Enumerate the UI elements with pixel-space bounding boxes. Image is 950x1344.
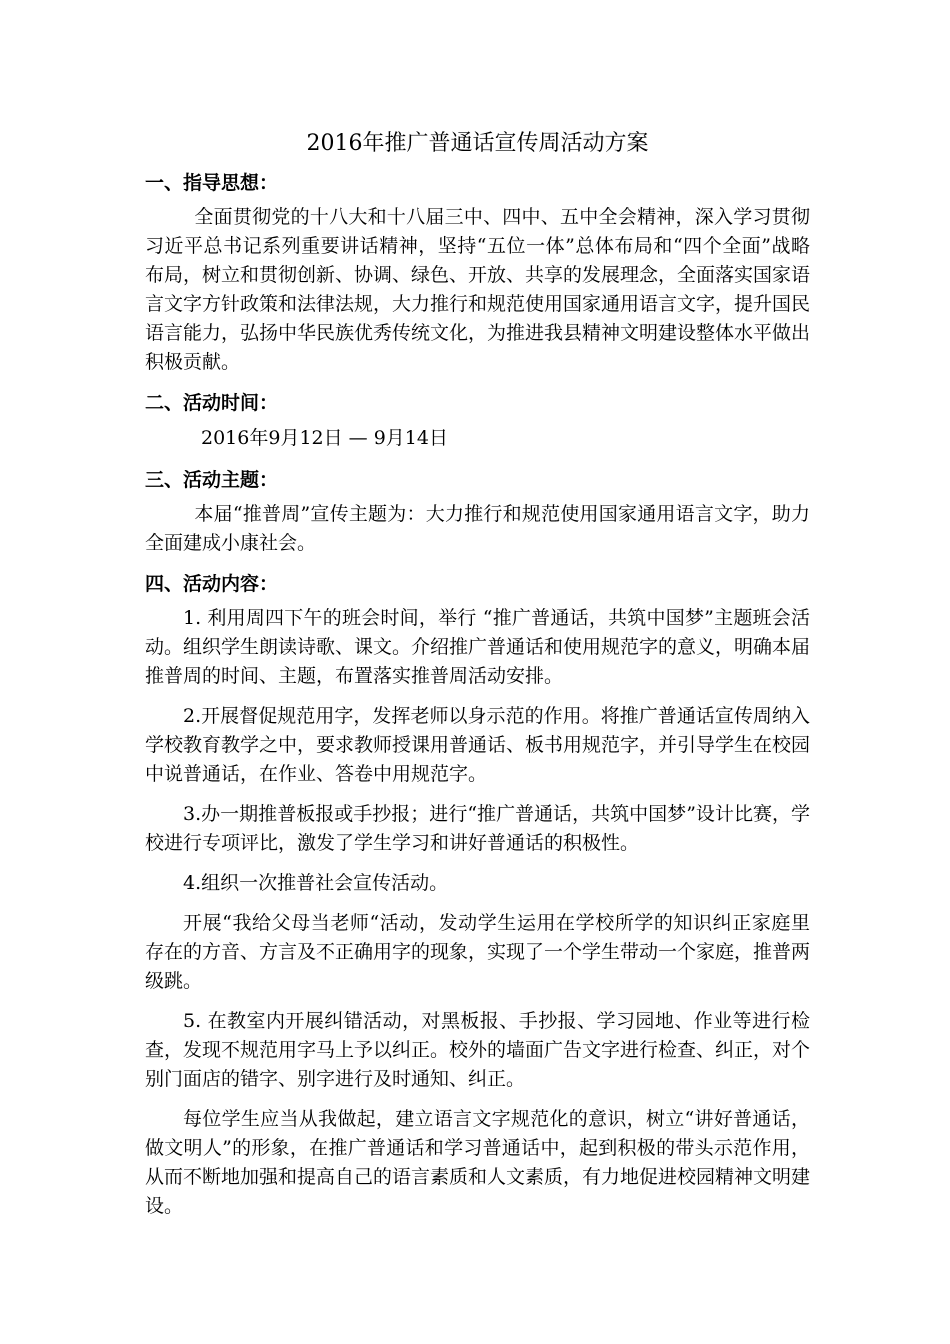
- paragraph: 本届“推普周”宣传主题为：大力推行和规范使用国家通用语言文字，助力全面建成小康社会。: [145, 503, 810, 554]
- paragraph-item-5: 5. 在教室内开展纠错活动，对黑板报、手抄报、学习园地、作业等进行检查，发现不规范用字马上予以纠正。校外的墙面广告文字进行检查、纠正，对个别门面店的错字、别字进行及时通知、纠正。: [145, 1010, 811, 1090]
- section-heading: 二、活动时间：: [145, 392, 279, 414]
- paragraph: 全面贯彻党的十八大和十八届三中、四中、五中全会精神，深入学习贯彻习近平总书记系列重要讲话精神，坚持“五位一体”总体布局和“四个全面”战略布局，树立和贯彻创新、协调、绿色、开放、共享的发展理念，全面落实国家语言文字方针政策和法律法规，大力推行和规范使用国家通用语言文字，提升国民语言能力，弘扬中华民族优秀传统文化，为推进我县精神文明建设整体水平做出积极贡献。: [145, 206, 811, 373]
- section-activity-time: [145, 388, 810, 453]
- section-guiding-thought: [145, 168, 810, 377]
- paragraph-item-4-detail: 开展“我给父母当老师“活动，发动学生运用在学校所学的知识纠正家庭里存在的方音、方言及不正确用字的现象，实现了一个学生带动一个家庭，推普两级跳。: [145, 912, 811, 992]
- section-heading: 一、指导思想：: [145, 172, 279, 194]
- paragraph-item-4: 4.组织一次推普社会宣传活动。: [183, 872, 449, 894]
- paragraph-closing: 每位学生应当从我做起，建立语言文字规范化的意识，树立“讲好普通话，做文明人”的形象，在推广普通话和学习普通话中，起到积极的带头示范作用，从而不断地加强和提高自己的语言素质和人文素质，有力地促进校园精神文明建设。: [145, 1108, 811, 1217]
- section-heading: 四、活动内容：: [145, 573, 279, 595]
- section-activity-theme: [145, 465, 810, 558]
- document-page: [145, 128, 810, 1232]
- paragraph-item-1: 1. 利用周四下午的班会时间，举行 “推广普通话，共筑中国梦”主题班会活动。组织学生朗读诗歌、课文。介绍推广普通话和使用规范字的意义，明确本届推普周的时间、主题，布置落实推普周活动安排。: [145, 607, 811, 687]
- paragraph-item-3: 3.办一期推普板报或手抄报；进行“推广普通话，共筑中国梦”设计比赛，学校进行专项评比，激发了学生学习和讲好普通话的积极性。: [145, 803, 810, 854]
- paragraph-item-2: 2.开展督促规范用字，发挥老师以身示范的作用。将推广普通话宣传周纳入学校教育教学之中，要求教师授课用普通话、板书用规范字，并引导学生在校园中说普通话，在作业、答卷中用规范字。: [145, 705, 811, 785]
- section-heading: 三、活动主题：: [145, 469, 279, 491]
- section-activity-content: [145, 569, 810, 1221]
- activity-date: 2016年9月12日 — 9月14日: [201, 427, 448, 449]
- document-title: 2016年推广普通话宣传周活动方案: [306, 131, 649, 156]
